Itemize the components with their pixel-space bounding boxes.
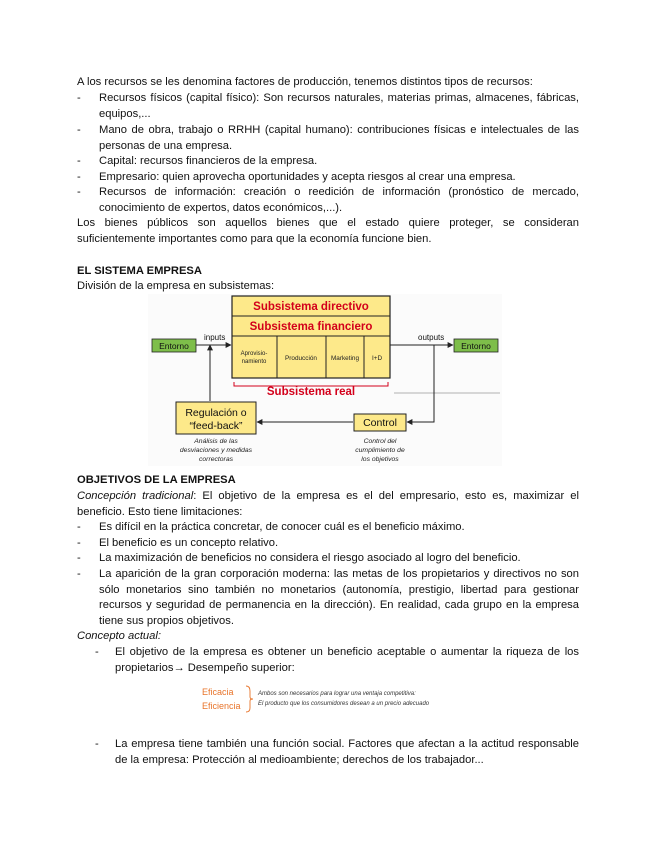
list-item-text: Empresario: quien aprovecha oportunidades y acepta riesgos al crear una empresa.: [99, 171, 516, 183]
bullet-dash: -: [77, 186, 81, 198]
real-label: Subsistema real: [266, 386, 356, 398]
bullet-dash: -: [95, 738, 99, 750]
bullet-dash: -: [77, 521, 81, 533]
outputs-label: outputs: [418, 333, 445, 342]
feedback-label: “feed-back”: [189, 420, 243, 432]
eficacia-label: Eficacia: [202, 687, 234, 697]
concepcion-paragraph: [77, 489, 579, 520]
list-item: [95, 737, 579, 768]
figure2-line2: El producto que los consumidores desean a un precio adecuado: [258, 701, 430, 707]
bullet-dash: -: [77, 155, 81, 167]
list-item: [77, 551, 579, 567]
list-item-text: La aparición de la gran corporación moderna: las metas de los propietarios y directivos no son sólo monetarios sino también no monetarios (autonomía, prestigio, libertad para gestionar recursos y seguridad de permanencia en la dirección). En realidad, cada grupo en la empresa tiene sus propios objetivos.: [99, 568, 579, 627]
list-item-text: El beneficio es un concepto relativo.: [99, 537, 279, 549]
list-item-text: Mano de obra, trabajo o RRHH (capital humano): contribuciones físicas e intelectuales de las personas de una empresa.: [99, 124, 579, 152]
regulacion-label: Regulación o: [185, 407, 247, 419]
list-item-text: Recursos de información: creación o reedición de información (pronóstico de mercado, conocimiento de expertos, datos económicos,...).: [99, 186, 579, 214]
entorno-right-label: Entorno: [461, 341, 491, 351]
subsystems-diagram: [148, 294, 502, 466]
caption-left-2: desviaciones y medidas: [179, 447, 253, 454]
entorno-left-label: Entorno: [159, 341, 189, 351]
cell-marketing: Marketing: [330, 355, 360, 362]
financiero-label: Subsistema financiero: [249, 321, 373, 333]
cell-id: I+D: [371, 355, 383, 362]
section-title: EL SISTEMA EMPRESA: [77, 265, 202, 277]
bullet-dash: -: [77, 171, 81, 183]
directivo-label: Subsistema directivo: [253, 301, 369, 313]
eficiencia-label: Eficiencia: [202, 701, 241, 711]
list-item: [77, 567, 579, 629]
concepcion-text: : El objetivo de la empresa es el del empresario, esto es, maximizar el beneficio. Esto tiene limitaciones:: [77, 490, 580, 518]
caption-left-3: correctoras: [199, 456, 233, 463]
bullet-dash: -: [77, 568, 81, 580]
list-item: [77, 91, 579, 122]
cell-produccion: Producción: [285, 355, 317, 362]
list-item-text: Capital: recursos financieros de la empresa.: [99, 155, 318, 167]
bullet-dash: -: [77, 92, 81, 104]
list-item: [77, 185, 579, 216]
efficacy-figure: [200, 683, 462, 715]
list-item-text: Recursos físicos (capital físico): Son recursos naturales, materias primas, almacenes, fábricas, equipos,...: [99, 92, 579, 120]
bullet-dash: -: [77, 552, 81, 564]
list-item-text: Es difícil en la práctica concretar, de conocer cuál es el beneficio máximo.: [99, 521, 465, 533]
bullet-dash: -: [95, 646, 99, 658]
bullet-dash: -: [77, 124, 81, 136]
caption-right-3: los objetivos: [361, 456, 399, 463]
list-item-text: La maximización de beneficios no considera el riesgo asociado al logro del beneficio.: [99, 552, 521, 564]
list-item: [77, 123, 579, 154]
list-item-text: La empresa tiene también una función social. Factores que afectan a la actitud responsable de la empresa: Protección al medioambiente; derechos de los trabajador...: [115, 738, 579, 766]
caption-left-1: Análisis de las: [194, 438, 238, 445]
list-item: [95, 645, 579, 676]
caption-right-2: cumplimiento de: [355, 447, 405, 454]
section-subtitle: División de la empresa en subsistemas:: [77, 280, 275, 292]
concepcion-label: Concepción tradicional: [77, 490, 194, 502]
caption-right-1: Control del: [363, 438, 397, 445]
concepto-actual-label: Concepto actual:: [77, 630, 161, 642]
list-item-text: El objetivo de la empresa es obtener un beneficio aceptable o aumentar la riqueza de los propietarios→ Desempeño superior:: [115, 646, 579, 674]
cell-aprovisionamiento: Aprovisio-namiento: [240, 351, 268, 365]
public-goods-text: Los bienes públicos son aquellos bienes que el estado quiere proteger, se consideran suficientemente importantes como para que la economía funcione bien.: [77, 217, 579, 245]
control-label: Control: [363, 417, 397, 429]
bullet-dash: -: [77, 537, 81, 549]
list-item: [77, 170, 579, 186]
figure2-line1: Ambos son necesarios para lograr una ventaja competitiva:: [258, 691, 416, 697]
inputs-label: inputs: [204, 333, 226, 342]
section-title: OBJETIVOS DE LA EMPRESA: [77, 474, 236, 486]
list-item: [77, 520, 579, 536]
list-item: [77, 536, 579, 552]
intro-text: A los recursos se les denomina factores de producción, tenemos distintos tipos de recursos:: [77, 76, 533, 88]
list-item: [77, 154, 579, 170]
